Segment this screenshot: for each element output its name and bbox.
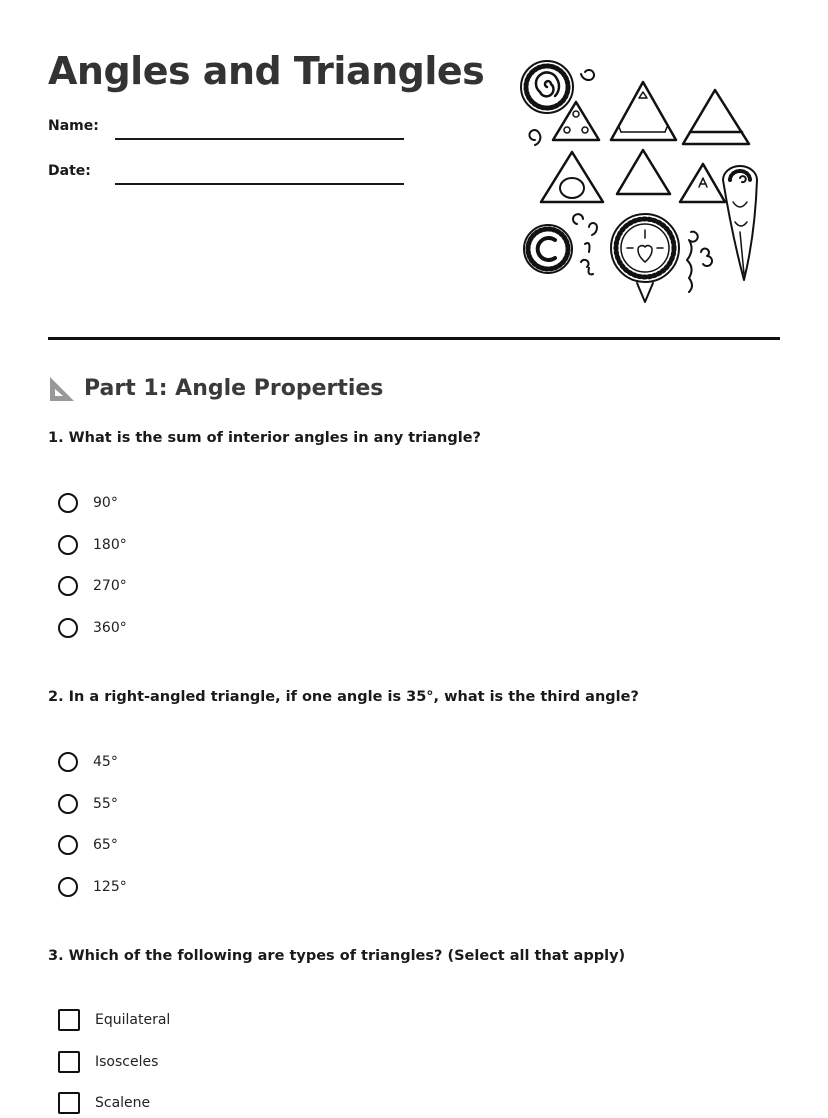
- radio-button[interactable]: [58, 576, 78, 596]
- question-1-text: 1. What is the sum of interior angles in any triangle?: [48, 430, 481, 446]
- part-1-title: Part 1: Angle Properties: [84, 376, 384, 401]
- q2-option-125[interactable]: [58, 875, 127, 899]
- option-label: Isosceles: [95, 1054, 159, 1070]
- spear-ornament-icon: [723, 166, 757, 280]
- option-label: 360°: [93, 620, 127, 636]
- q2-option-55[interactable]: [58, 792, 118, 816]
- spiral-ring-icon: [524, 225, 572, 273]
- option-label: Equilateral: [95, 1012, 171, 1028]
- q3-option-equilateral[interactable]: [58, 1008, 170, 1032]
- checkbox[interactable]: [58, 1051, 80, 1073]
- name-field[interactable]: [115, 138, 404, 140]
- question-3-text: 3. Which of the following are types of triangles? (Select all that apply): [48, 948, 626, 964]
- radio-button[interactable]: [58, 618, 78, 638]
- marked-triangle-icon: [611, 82, 676, 140]
- q1-option-90[interactable]: [58, 491, 118, 515]
- q1-option-360[interactable]: [58, 616, 127, 640]
- q1-option-270[interactable]: [58, 574, 127, 598]
- q1-option-180[interactable]: [58, 533, 127, 557]
- plain-triangle-icon: [617, 150, 670, 194]
- radio-button[interactable]: [58, 835, 78, 855]
- sun-disc-icon: [611, 214, 679, 302]
- radio-button[interactable]: [58, 493, 78, 513]
- banded-triangle-icon: [683, 90, 749, 144]
- option-label: Scalene: [95, 1095, 151, 1111]
- option-label: 270°: [93, 578, 127, 594]
- checkbox[interactable]: [58, 1009, 80, 1031]
- tribal-triangles-illustration: [515, 52, 765, 307]
- date-label: Date:: [48, 163, 91, 179]
- circle-triangle-icon: [541, 152, 603, 202]
- radio-button[interactable]: [58, 535, 78, 555]
- name-label: Name:: [48, 118, 99, 134]
- spiral-sun-icon: [521, 61, 573, 113]
- option-label: 45°: [93, 754, 118, 770]
- option-label: 125°: [93, 879, 127, 895]
- option-label: 55°: [93, 796, 118, 812]
- q3-option-scalene[interactable]: [58, 1091, 150, 1115]
- date-field[interactable]: [115, 183, 404, 185]
- page-title: Angles and Triangles: [48, 49, 485, 93]
- set-square-icon: [48, 375, 76, 403]
- q2-option-65[interactable]: [58, 833, 118, 857]
- option-label: 65°: [93, 837, 118, 853]
- checkbox[interactable]: [58, 1092, 80, 1114]
- radio-button[interactable]: [58, 752, 78, 772]
- option-label: 90°: [93, 495, 118, 511]
- radio-button[interactable]: [58, 877, 78, 897]
- q2-option-45[interactable]: [58, 750, 118, 774]
- a-triangle-icon: [680, 164, 725, 202]
- dotted-triangle-icon: [553, 102, 599, 140]
- option-label: 180°: [93, 537, 127, 553]
- section-divider: [48, 337, 780, 340]
- question-2-text: 2. In a right-angled triangle, if one angle is 35°, what is the third angle?: [48, 689, 639, 705]
- q3-option-isosceles[interactable]: [58, 1050, 158, 1074]
- radio-button[interactable]: [58, 794, 78, 814]
